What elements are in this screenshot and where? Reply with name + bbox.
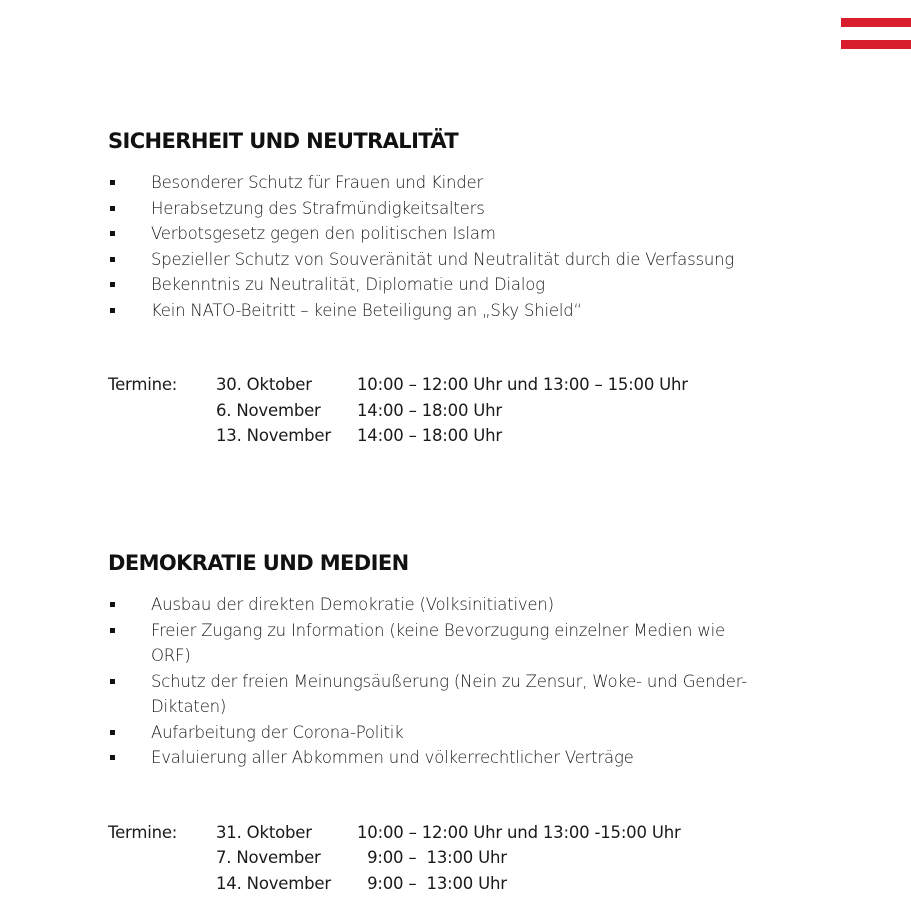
list-item [108, 170, 828, 196]
termin-date: 30. Oktober [216, 375, 312, 394]
bullet-icon [110, 628, 115, 633]
termin-date: 6. November [216, 400, 321, 420]
bullet-icon [110, 282, 115, 287]
termin-time: 10:00 – 12:00 Uhr und 13:00 – 15:00 Uhr [357, 375, 688, 394]
list-item [108, 196, 828, 222]
list-item-text: Bekenntnis zu Neutralität, Diplomatie und Dialog [151, 275, 545, 294]
bullet-icon [110, 308, 115, 313]
section-title: SICHERHEIT UND NEUTRALITÄT [108, 129, 459, 153]
termin-row [108, 398, 828, 424]
termin-time: 10:00 – 12:00 Uhr und 13:00 -15:00 Uhr [357, 822, 681, 842]
list-item-text: Verbotsgesetz gegen den politischen Islam [151, 224, 496, 243]
list-item [108, 618, 768, 669]
list-item [108, 720, 768, 746]
bullet-list [108, 592, 768, 771]
list-item [108, 247, 828, 273]
flag-stripe-red-top [841, 18, 911, 27]
termine-label: Termine: [108, 375, 178, 394]
termin-time: 9:00 – 13:00 Uhr [357, 873, 507, 893]
bullet-icon [110, 257, 115, 262]
termine-block [108, 372, 828, 449]
termin-date: 13. November [216, 426, 331, 445]
termin-row [108, 372, 828, 398]
section-sicherheit [108, 128, 828, 449]
list-item-text: Freier Zugang zu Information (keine Bevorzugung einzelner Medien wie ORF) [151, 620, 725, 665]
list-item [108, 272, 828, 298]
termin-time: 14:00 – 18:00 Uhr [357, 400, 503, 420]
list-item [108, 221, 828, 247]
termin-row [108, 871, 828, 897]
list-item [108, 745, 768, 771]
list-item-text: Aufarbeitung der Corona-Politik [151, 722, 404, 742]
bullet-icon [110, 755, 115, 760]
list-item [108, 669, 768, 720]
bullet-icon [110, 679, 115, 684]
termin-date: 14. November [216, 873, 331, 893]
bullet-icon [110, 180, 115, 185]
list-item [108, 592, 768, 618]
termin-row [108, 820, 828, 846]
termin-date: 31. Oktober [216, 822, 312, 842]
list-item-text: Schutz der freien Meinungsäußerung (Nein zu Zensur, Woke- und Gender-Diktaten) [151, 671, 747, 716]
bullet-icon [110, 602, 115, 607]
termine-block [108, 820, 828, 897]
termin-time: 9:00 – 13:00 Uhr [357, 848, 507, 867]
section-title: DEMOKRATIE UND MEDIEN [108, 551, 409, 575]
list-item-text: Evaluierung aller Abkommen und völkerrechtlicher Verträge [151, 748, 634, 767]
flag-stripe-white [841, 27, 911, 40]
bullet-list [108, 170, 828, 323]
termine-label: Termine: [108, 822, 178, 842]
bullet-icon [110, 730, 115, 735]
list-item [108, 298, 828, 324]
list-item-text: Herabsetzung des Strafmündigkeitsalters [151, 198, 485, 218]
bullet-icon [110, 231, 115, 236]
list-item-text: Besonderer Schutz für Frauen und Kinder [151, 173, 484, 192]
austria-flag-icon [841, 18, 911, 49]
list-item-text: Ausbau der direkten Demokratie (Volksinitiativen) [151, 595, 554, 614]
termin-row [108, 845, 828, 871]
termin-row [108, 423, 828, 449]
bullet-icon [110, 206, 115, 211]
flag-stripe-red-bottom [841, 40, 911, 49]
list-item-text: Kein NATO-Beitritt – keine Beteiligung an „Sky Shield“ [151, 300, 582, 320]
termin-date: 7. November [216, 848, 321, 867]
termin-time: 14:00 – 18:00 Uhr [357, 426, 503, 445]
list-item-text: Spezieller Schutz von Souveränität und Neutralität durch die Verfassung [151, 249, 735, 269]
section-demokratie [108, 550, 828, 896]
